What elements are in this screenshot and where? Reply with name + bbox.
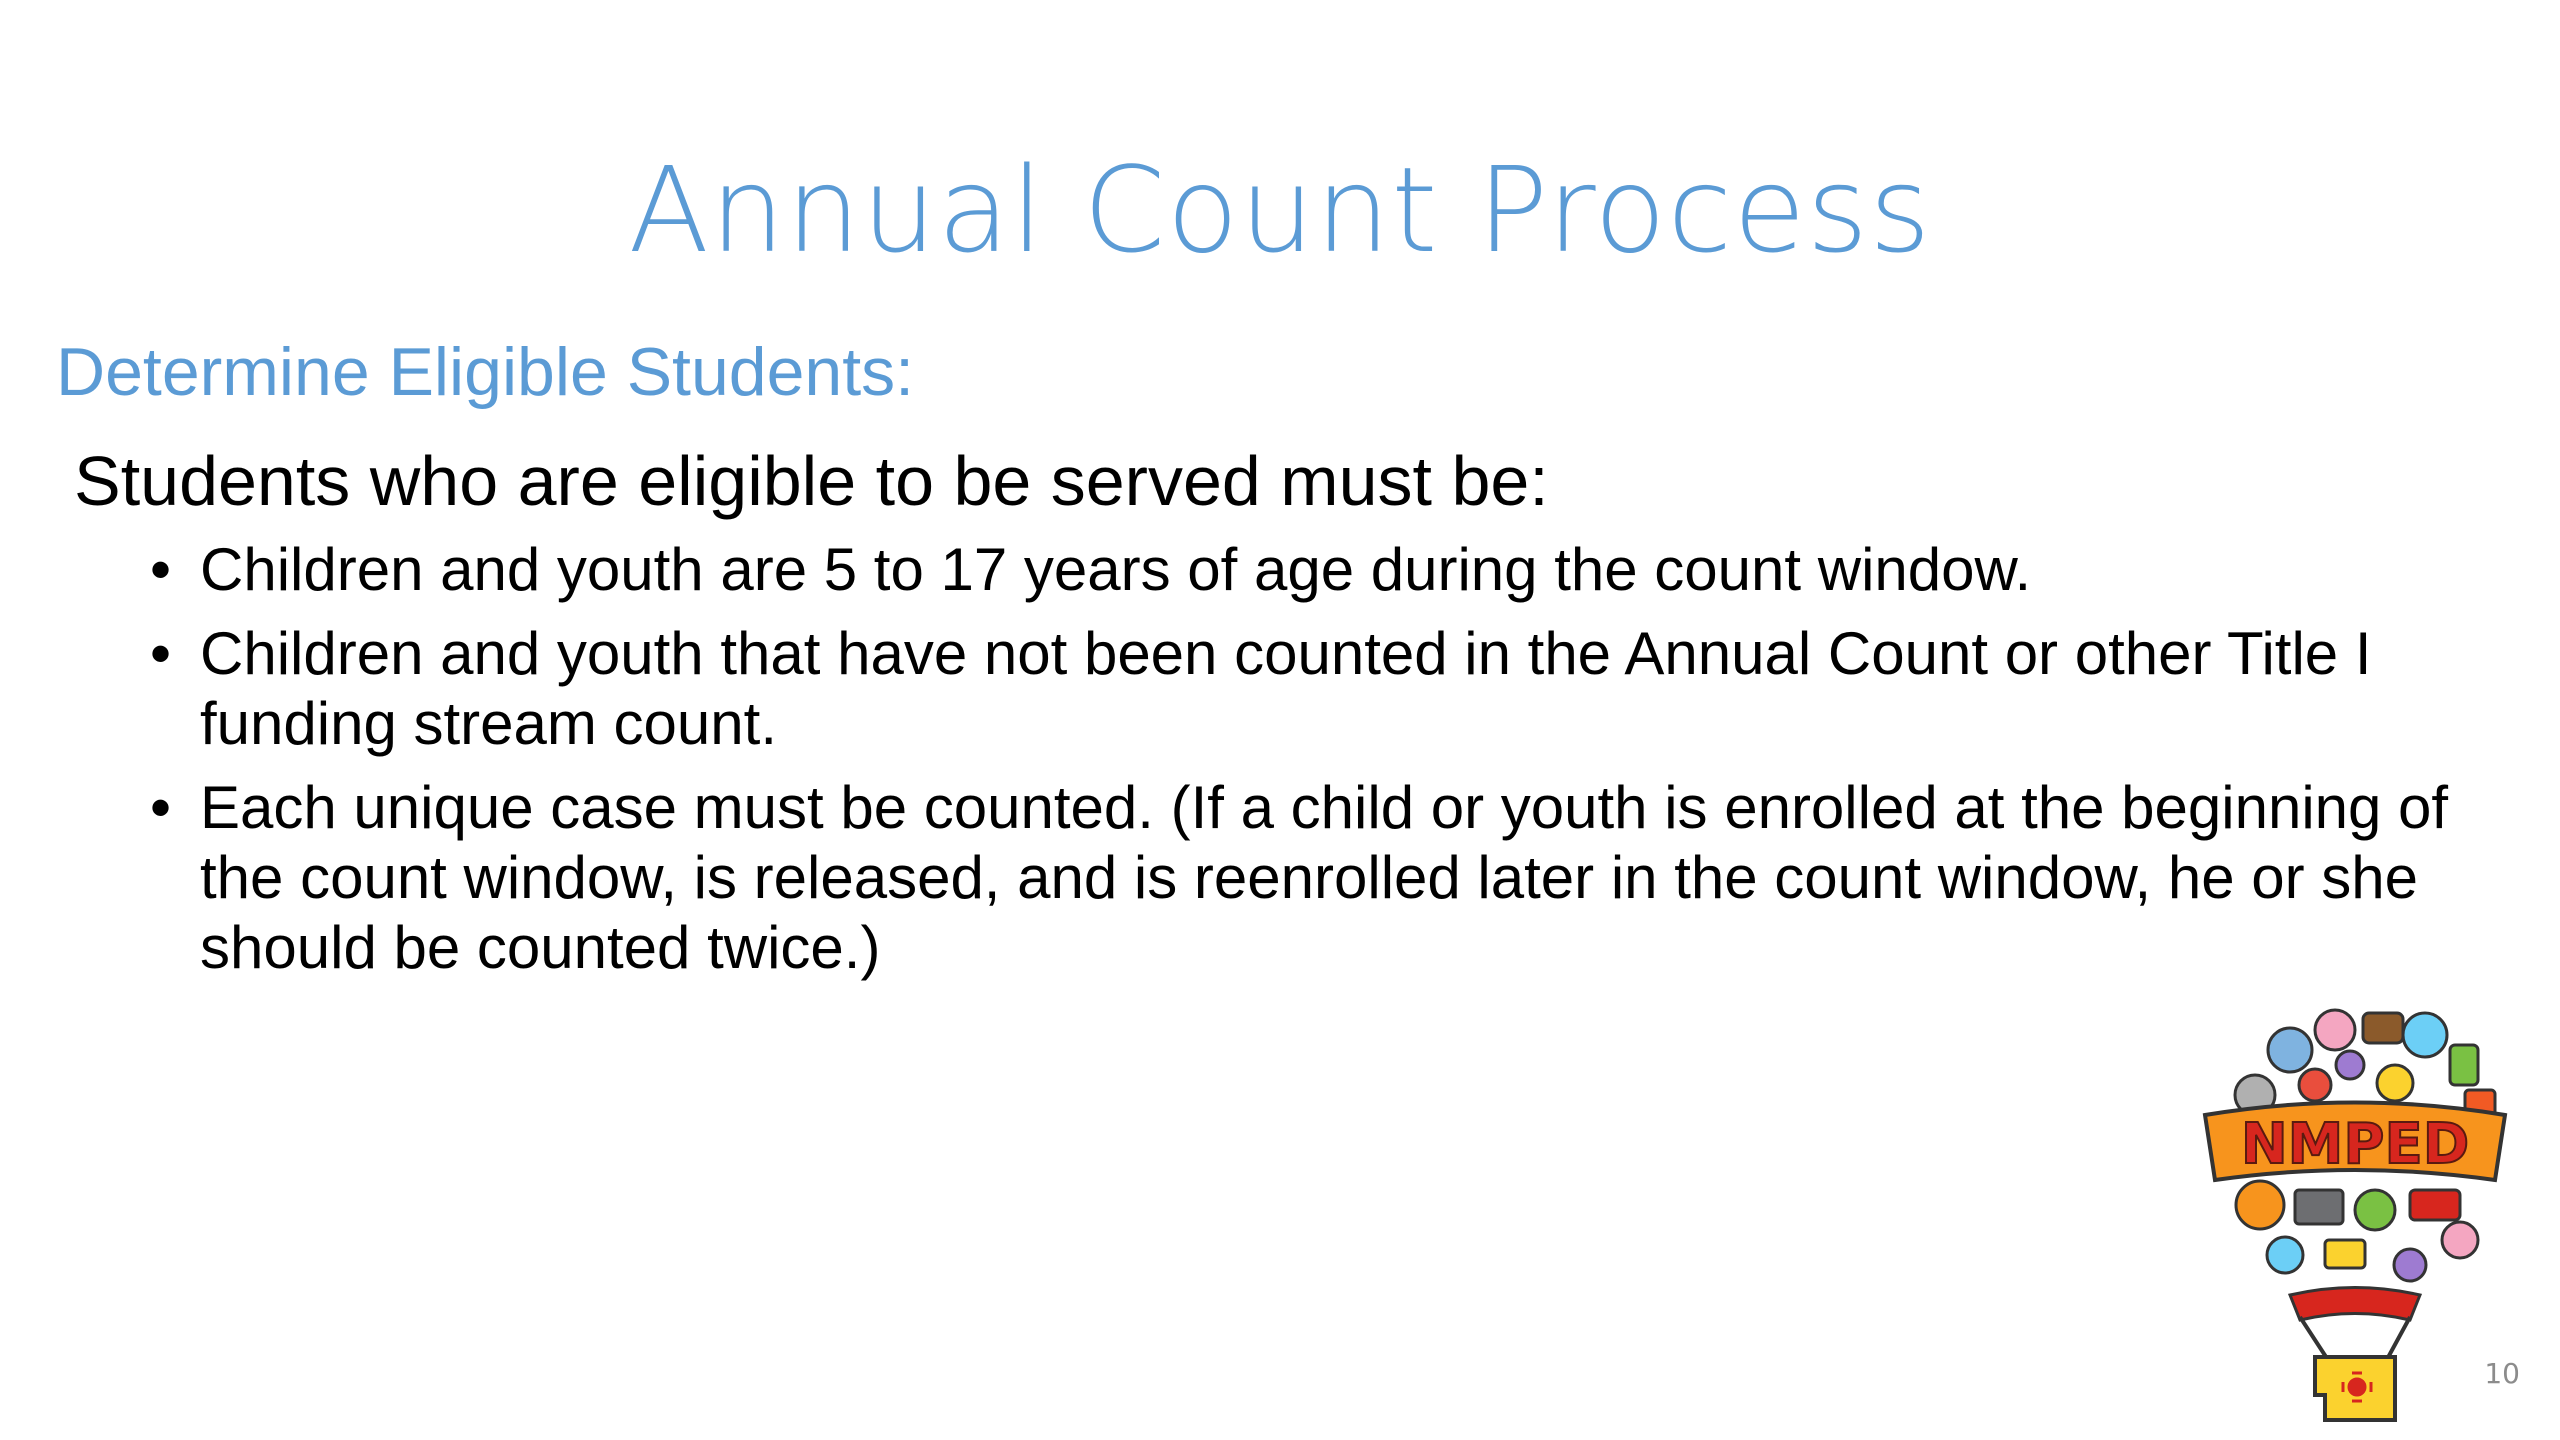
bullet-icon: • [150,536,172,603]
bullet-text: Children and youth that have not been counted in the Annual Count or other Title I funding stream count. [200,620,2372,757]
book-icon [2290,1288,2420,1321]
bullet-text: Each unique case must be counted. (If a child or youth is enrolled at the beginning of the count window, is released, and is reenrolled later in the count window, he or she should be counted twice.) [200,774,2449,981]
lower-items-cluster [2236,1181,2478,1281]
bullet-item [150,773,2510,983]
bullet-text: Children and youth are 5 to 17 years of age during the count window. [200,536,2032,603]
slide-subtitle: Determine Eligible Students: [56,334,915,410]
bullet-icon: • [150,620,172,687]
page-number: 10 [2484,1357,2520,1390]
lead-text: Students who are eligible to be served must be: [74,442,1549,520]
bullet-item [150,619,2510,759]
bullet-icon: • [150,774,172,841]
bullet-item [150,535,2510,605]
bullet-list [150,535,2510,997]
slide-title: Annual Count Process [628,141,1932,279]
logo-text: NMPED [2240,1112,2470,1177]
